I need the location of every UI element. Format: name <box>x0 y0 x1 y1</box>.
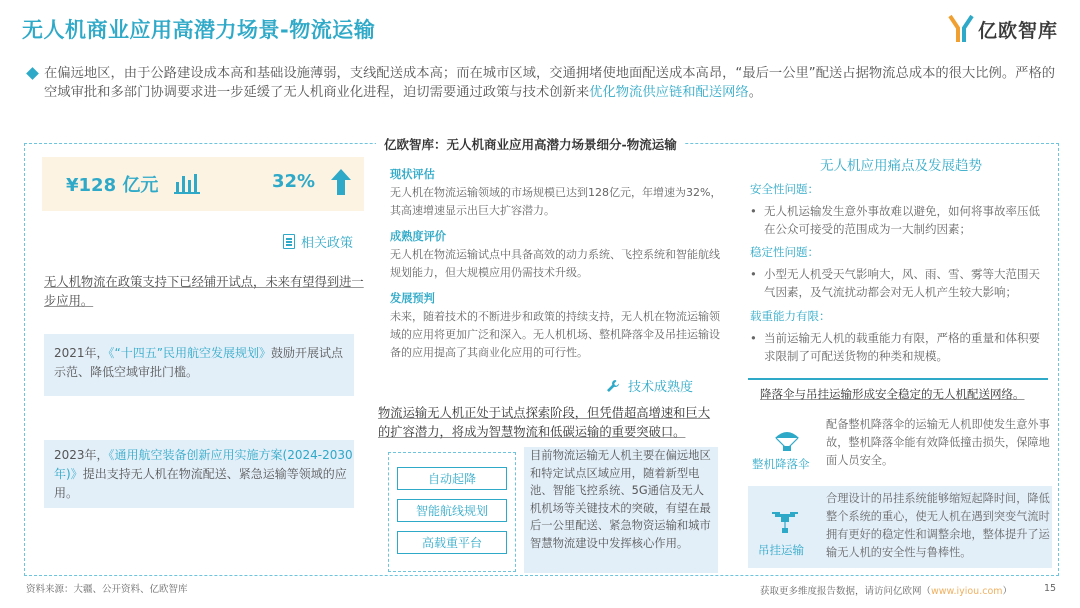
frame-title: 亿欧智库：无人机商业应用高潜力场景细分-物流运输 <box>376 135 685 153</box>
footer-link[interactable]: www.iyiou.com <box>931 586 1003 597</box>
market-stat-box <box>42 157 364 211</box>
policy-year: 2023年， <box>54 448 109 462</box>
pain-points-title: 无人机应用痛点及发展趋势 <box>820 158 982 174</box>
wrench-icon <box>606 379 620 393</box>
logo-mark-icon <box>948 14 974 44</box>
section-body-forecast: 未来，随着技术的不断进步和政策的持续支持，无人机在物流运输领域的应用将更加广泛和深入。无人机机场、整机降落伞及吊挂运输设备的应用提高了其商业化应用的可行性。 <box>390 310 720 359</box>
issue-header-stability: 稳定性问题： <box>750 245 819 259</box>
issue-header-payload: 载重能力有限： <box>750 309 831 323</box>
issue-text-payload: • 当前运输无人机的载重能力有限，严格的重量和体积要求限制了可配送货物的种类和规模。 <box>750 331 1040 363</box>
policy-desc: 提出支持无人机在物流配送、紧急运输等领域的应用。 <box>54 467 347 500</box>
policy-card <box>44 334 354 396</box>
tech-lead: 物流运输无人机正处于试点探索阶段，但凭借超高增速和巨大的扩容潜力，将成为智慧物流和低碳运输的重要突破口。 <box>378 406 711 439</box>
bar-chart-icon <box>174 172 200 194</box>
tech-pill-auto-takeoff: 自动起降 <box>397 467 507 490</box>
policy-header <box>283 232 353 251</box>
policy-doc-title: 《“十四五”民用航空发展规划》 <box>108 346 271 360</box>
bullet-dot: • <box>750 204 757 218</box>
tech-description: 目前物流运输无人机主要在偏远地区和特定试点区域应用，随着新型电池、智能飞控系统、5G通信及无人机机场等关键技术的突破，有望在最后一公里配送、紧急物资运输和城市智慧物流建设中发挥核心作用。 <box>524 447 718 573</box>
footer-note: 获取更多维度报告数据，请访问亿欧网（www.iyiou.com） <box>760 586 1013 597</box>
arrow-up-icon <box>330 167 352 197</box>
policy-doc-title: 《通用航空装备创新应用实施方案(2024-2030年)》 <box>54 448 353 481</box>
bullet-dot: • <box>750 331 757 345</box>
section-body-maturity: 无人机在物流运输试点中具备高效的动力系统、飞控系统和智能航线规划能力，但大规模应用仍需技术升级。 <box>390 248 720 279</box>
policy-year: 2021年， <box>54 346 109 360</box>
divider <box>748 378 1048 380</box>
issue-header-safety: 安全性问题： <box>750 182 819 196</box>
section-body-status: 无人机在物流运输领域的市场规模已达到128亿元，年增速为32%，其高速增速显示出巨大扩容潜力。 <box>390 186 722 217</box>
policy-desc: 鼓励开展试点示范、降低空域审批门槛。 <box>54 346 343 379</box>
section-title-status: 现状评估 <box>390 168 435 181</box>
document-icon <box>283 234 295 249</box>
tech-pill-route-planning: 智能航线规划 <box>397 499 507 522</box>
section-title-maturity: 成熟度评价 <box>390 230 446 243</box>
intro-end: 。 <box>748 85 763 100</box>
feature-desc-parachute: 配备整机降落伞的运输无人机即使发生意外事故，整机降落伞能有效降低撞击损失，保障地面人员安全。 <box>826 418 1050 467</box>
tech-pill-heavy-load: 高载重平台 <box>397 531 507 554</box>
logo <box>948 14 1058 44</box>
feature-desc-sling: 合理设计的吊挂系统能够缩短起降时间，降低整个系统的重心，使无人机在遇到突变气流时拥有更好的稳定性和调整余地，整体提升了运输无人机的安全性与鲁棒性。 <box>826 492 1050 559</box>
intro-text: 在偏远地区，由于公路建设成本高和基础设施薄弱，支线配送成本高；而在城市区域，交通拥堵使地面配送成本高昂，“最后一公里”配送占据物流总成本的很大比例。严格的空域审批和多部门协调要求进一步延缓了无人机商业化进程，迫切需要通过政策与技术创新来 <box>44 66 1056 100</box>
solutions-subtitle: 降落伞与吊挂运输形成安全稳定的无人机配送网络。 <box>760 387 1025 401</box>
logo-text: 亿欧智库 <box>977 19 1058 42</box>
page-title: 无人机商业应用高潜力场景-物流运输 <box>22 18 376 42</box>
issue-text-stability: • 小型无人机受天气影响大，风、雨、雪、雾等大范围天气因素，及气流扰动都会对无人机产生较大影响； <box>750 267 1040 299</box>
drone-icon <box>770 510 800 534</box>
tech-header <box>606 376 693 395</box>
issue-text-safety: • 无人机运输发生意外事故难以避免，如何将事故率压低在公众可接受的范围成为一大制约因素； <box>750 204 1040 236</box>
page-number: 15 <box>1044 583 1057 594</box>
growth-rate: 32% <box>272 171 316 192</box>
intro-paragraph <box>28 64 1058 102</box>
tech-pill-group <box>388 452 516 572</box>
section-title-forecast: 发展预判 <box>390 292 435 305</box>
tech-header-label: 技术成熟度 <box>628 380 694 395</box>
policy-lead: 无人机物流在政策支持下已经铺开试点，未来有望得到进一步应用。 <box>44 275 364 308</box>
feature-label-sling: 吊挂运输 <box>758 543 804 557</box>
source-note: 资料来源：大疆、公开资料、亿欧智库 <box>26 584 188 595</box>
policy-card <box>44 440 354 508</box>
feature-label-parachute: 整机降落伞 <box>752 457 810 471</box>
policy-header-label: 相关政策 <box>301 236 354 251</box>
parachute-icon <box>772 428 802 452</box>
intro-highlight: 优化物流供应链和配送网络 <box>589 85 749 100</box>
market-value: ¥128 亿元 <box>66 175 159 196</box>
bullet-dot: • <box>750 267 757 281</box>
